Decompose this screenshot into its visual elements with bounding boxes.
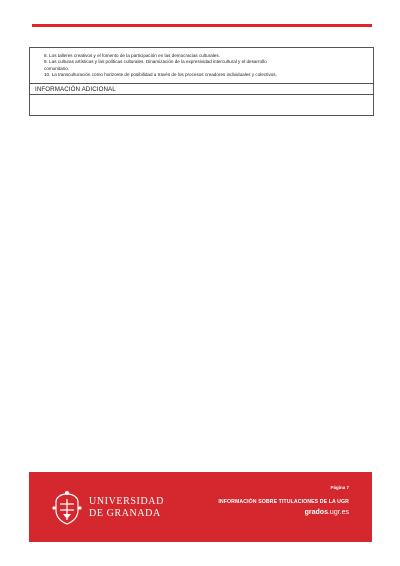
- topics-cell: [30, 48, 373, 84]
- topic-item: 9. Las culturas artísticas y las políticas culturales. Dinamización de la expresividad intercultural y el desarrollo: [44, 59, 267, 65]
- university-name-line-1: UNIVERSIDAD: [89, 496, 164, 507]
- additional-info-heading: INFORMACIÓN ADICIONAL: [30, 84, 373, 95]
- topic-item: 10. La transculturación como horizonte de posibilidad a través de los procesos creadores individuales y colectivos.: [44, 72, 277, 78]
- topic-item: 8. Los talleres creativos y el fomento de la participación en las democracias culturales.: [44, 53, 220, 58]
- content-table: [29, 47, 374, 116]
- site-bold-part: grados: [304, 509, 328, 516]
- additional-info-body: [30, 95, 373, 115]
- degrees-site-link[interactable]: [305, 509, 349, 516]
- header-rule: [32, 24, 372, 27]
- page-number: Página 7: [330, 485, 349, 490]
- university-name: [89, 496, 164, 520]
- page-footer: [29, 472, 372, 542]
- site-domain-part: .ugr.es: [327, 509, 349, 516]
- university-name-line-2: DE GRANADA: [89, 508, 161, 519]
- university-crest-icon: [50, 490, 84, 526]
- degrees-info-label: INFORMACIÓN SOBRE TITULACIONES DE LA UGR: [218, 499, 349, 505]
- topic-item-continuation: comunitario.: [44, 65, 70, 71]
